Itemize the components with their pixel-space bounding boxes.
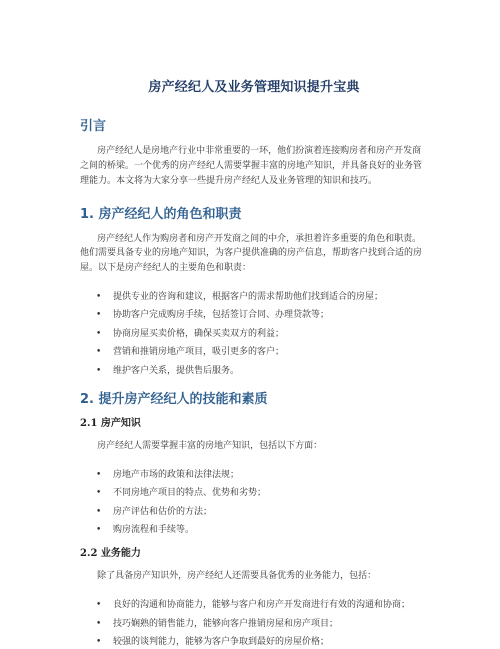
bullet-item: • 营销和推销房地产项目，吸引更多的客户； (80, 345, 428, 359)
section-2 (80, 388, 428, 649)
bullet-item: • 购房流程和手续等。 (80, 523, 428, 537)
bullet-item: • 提供专业的咨询和建议，根据客户的需求帮助他们找到适合的房屋； (80, 290, 428, 304)
subsection-2-1-heading: 2.1 房产知识 (80, 418, 141, 430)
subsection-2-2-paragraph: 除了具备房产知识外，房产经纪人还需要具备优秀的业务能力，包括： (97, 571, 377, 582)
subsection-2-2-bullet-list (80, 598, 428, 649)
section-1-heading: 1. 房产经纪人的角色和职责 (80, 206, 242, 222)
section-1-bullet-list (80, 290, 428, 378)
intro-section (80, 115, 428, 189)
bullet-item: • 良好的沟通和协商能力，能够与客户和房产开发商进行有效的沟通和协商； (80, 598, 428, 612)
bullet-item: • 维护客户关系，提供售后服务。 (80, 364, 428, 378)
document-title: 房产经纪人及业务管理知识提升宝典 (148, 80, 360, 95)
bullet-item: • 技巧娴熟的销售能力，能够向客户推销房屋和房产项目； (80, 617, 428, 631)
section-2-heading: 2. 提升房产经纪人的技能和素质 (80, 392, 268, 408)
subsection-2-1-bullet-list (80, 468, 428, 538)
bullet-item: • 房地产市场的政策和法律法规； (80, 468, 428, 482)
bullet-item: • 协助客户完成购房手续，包括签订合同、办理贷款等； (80, 308, 428, 322)
bullet-item: • 协商房屋买卖价格，确保买卖双方的利益； (80, 327, 428, 341)
subsection-2-1 (80, 417, 428, 537)
bullet-item: • 不同房地产项目的特点、优势和劣势； (80, 486, 428, 500)
document-content (80, 76, 428, 649)
bullet-item: • 较强的谈判能力，能够为客户争取到最好的房屋价格； (80, 635, 428, 649)
intro-heading: 引言 (80, 119, 107, 134)
section-1-paragraph: 房产经纪人作为购房者和房产开发商之间的中介，承担着许多重要的角色和职责。他们需要具备专业的房地产知识，为客户提供准确的房产信息，帮助客户找到合适的房屋。以下是房产经纪人的主要角色和职责： (80, 233, 423, 274)
section-1 (80, 203, 428, 378)
subsection-2-2-heading: 2.2 业务能力 (80, 548, 141, 560)
subsection-2-2 (80, 547, 428, 649)
intro-paragraph: 房产经纪人是房地产行业中非常重要的一环，他们扮演着连接购房者和房产开发商之间的桥梁。一个优秀的房产经纪人需要掌握丰富的房地产知识，并具备良好的业务管理能力。本文将为大家分享一些提升房产经纪人及业务管理的知识和技巧。 (80, 146, 423, 186)
subsection-2-1-paragraph: 房产经纪人需要掌握丰富的房地产知识，包括以下方面： (97, 441, 323, 452)
bullet-item: • 房产评估和估价的方法； (80, 505, 428, 519)
